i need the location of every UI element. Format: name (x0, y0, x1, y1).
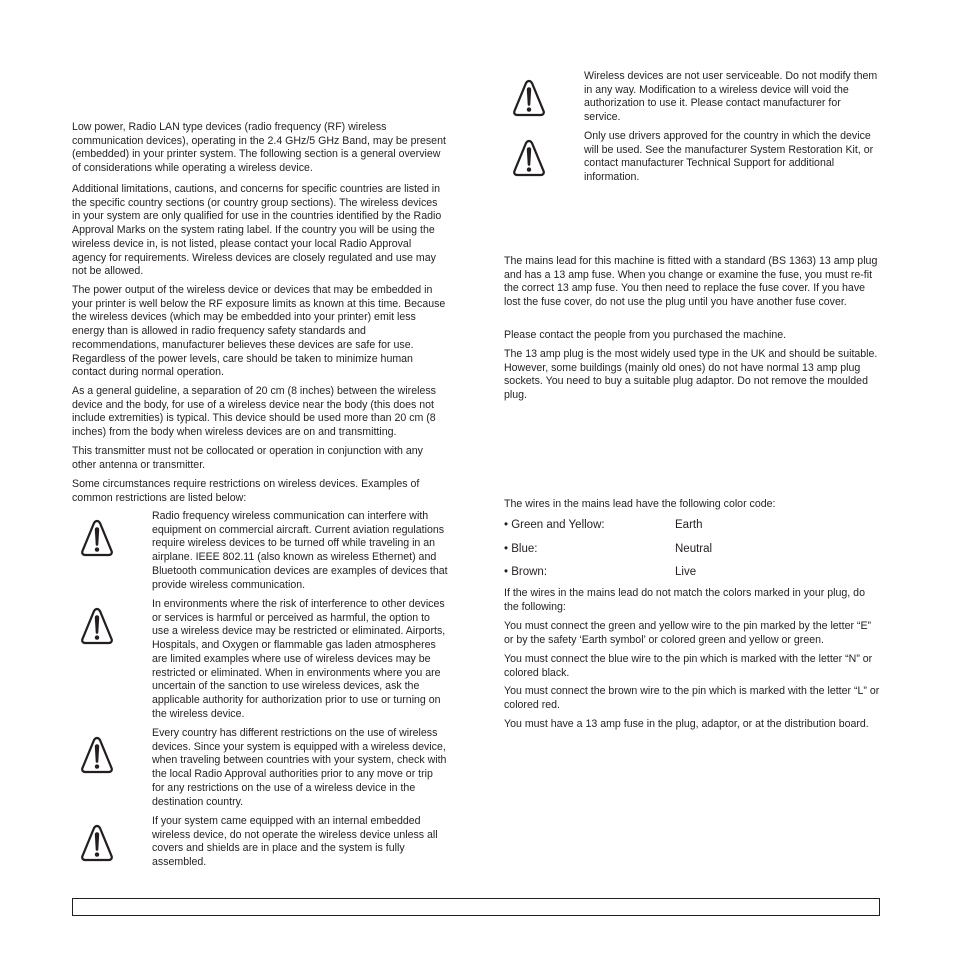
footer-bar (72, 898, 880, 916)
collocation-paragraph: This transmitter must not be collocated or operation in conjunction with any other antenna or transmitter. (72, 445, 423, 471)
color-code-row (504, 519, 880, 533)
caution-triangle-icon (80, 518, 114, 558)
caution-triangle-icon (512, 78, 546, 118)
caution-triangle-icon (80, 823, 114, 863)
wire-meaning: Neutral (675, 543, 713, 555)
caution-triangle-icon (80, 606, 114, 646)
caution-triangle-icon (512, 138, 546, 178)
color-code-row (504, 543, 880, 557)
warning-text: In environments where the risk of interference to other devices or services is harmful or perceived as harmful, the option to use a wireless device may be restricted or eliminated. Airports, Hospitals, and Oxygen or flammable gas laden atmospheres are limited examples where use of wireless devices may be restricted or eliminated. When in environments where you are uncertain of the sanction to use wireless devices, ask the applicable authority for authorization prior to use or turning on the wireless device. (152, 598, 446, 720)
wire-color: • Brown: (504, 566, 548, 578)
fuse-paragraph: You must have a 13 amp fuse in the plug, adaptor, or at the distribution board. (504, 718, 869, 730)
warning-text: If your system came equipped with an internal embedded wireless device, do not operate the wireless device unless all covers and shields are in place and the system is fully assembled. (152, 815, 438, 869)
wire-meaning: Earth (675, 519, 703, 531)
wire-color: • Blue: (504, 543, 538, 555)
wire-color: • Green and Yellow: (504, 519, 605, 531)
separation-paragraph: As a general guideline, a separation of 20 cm (8 inches) between the wireless device and the body, for use of a wireless device near the body (this does not include extremities) is typical. This device should be used more than 20 cm (8 inches) from the body when wireless devices are on and transmitting. (72, 385, 436, 439)
limitations-paragraph: Additional limitations, cautions, and concerns for specific countries are listed in the specific country sections (or country group sections). The wireless devices in your system are only qualified for use in the countries identified by the Radio Approval Marks on the system rating label. If the country you will be using the wireless device in, is not listed, please contact your local Radio Approval agency for requirements. Wireless devices are closely regulated and use may not be allowed. (72, 183, 442, 278)
color-code-row (504, 566, 880, 580)
warning-text: Every country has different restrictions on the use of wireless devices. Since your system is equipped with a wireless device, when traveling between countries with your system, check with the local Radio Approval authorities prior to any move or trip for any restrictions on the use of a wireless device in the destination country. (152, 727, 447, 808)
power-output-paragraph: The power output of the wireless device or devices that may be embedded in your printer is well below the RF exposure limits as known at this time. Because the wireless devices (which may be embedded into your printer) emit less energy than is allowed in radio frequency safety standards and recommendations, manufacturer believes these devices are safe for use. Regardless of the power levels, care should be taken to minimize human contact during normal operation. (72, 284, 446, 379)
wires-intro: The wires in the mains lead have the following color code: (504, 498, 776, 510)
wire-meaning: Live (675, 566, 697, 578)
mains-lead-paragraph: The mains lead for this machine is fitted with a standard (BS 1363) 13 amp plug and has a 13 amp fuse. When you change or examine the fuse, you must re-fit the correct 13 amp fuse. You then need to replace the fuse cover. If you have lost the fuse cover, do not use the plug until you have another fuse cover. (504, 255, 878, 309)
blue-paragraph: You must connect the blue wire to the pin which is marked with the letter “N” or colored black. (504, 653, 873, 679)
contact-paragraph: Please contact the people from you purchased the machine. (504, 329, 787, 341)
plug-type-paragraph: The 13 amp plug is the most widely used type in the UK and should be suitable. However, some buildings (mainly old ones) do not have normal 13 amp plug sockets. You need to buy a suitable plug adaptor. Do not remove the moulded plug. (504, 348, 878, 402)
warning-text: Wireless devices are not user serviceable. Do not modify them in any way. Modification to a wireless device will void the authorization to use it. Please contact manufacturer for service. (584, 70, 878, 124)
brown-paragraph: You must connect the brown wire to the pin which is marked with the letter “L” or colored red. (504, 685, 880, 711)
warning-text: Radio frequency wireless communication can interfere with equipment on commercial aircraft. Current aviation regulations require wireless devices to be turned off while traveling in an airplane. IEEE 802.11 (also known as wireless Ethernet) and Bluetooth communication devices are examples of devices that provide wireless communication. (152, 510, 448, 591)
caution-triangle-icon (80, 735, 114, 775)
warning-text: Only use drivers approved for the country in which the device will be used. See the manufacturer System Restoration Kit, or contact manufacturer Technical Support for additional information. (584, 130, 874, 184)
restrictions-intro-paragraph: Some circumstances require restrictions on wireless devices. Examples of common restrictions are listed below: (72, 478, 420, 504)
intro-paragraph: Low power, Radio LAN type devices (radio frequency (RF) wireless communication devices), operating in the 2.4 GHz/5 GHz Band, may be present (embedded) in your printer system. The following section is a general overview of considerations while operating a wireless device. (72, 121, 446, 175)
mismatch-paragraph: If the wires in the mains lead do not match the colors marked in your plug, do the following: (504, 587, 865, 613)
green-yellow-paragraph: You must connect the green and yellow wire to the pin marked by the letter “E” or by the safety ‘Earth symbol’ or colored green and yellow or green. (504, 620, 872, 646)
